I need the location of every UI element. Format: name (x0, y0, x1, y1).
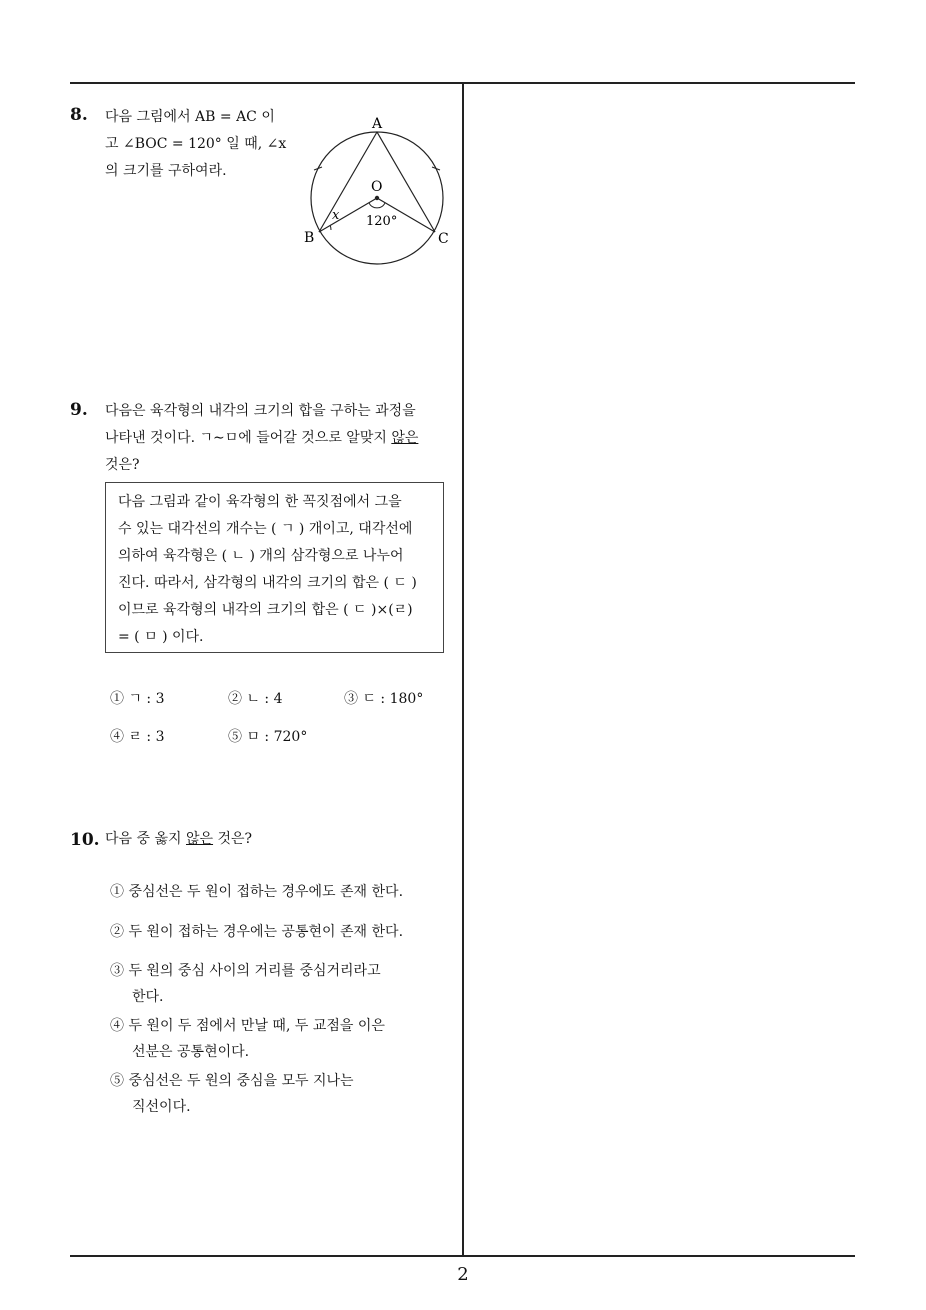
q10-option-2: ② 두 원이 접하는 경우에는 공통현이 존재 한다. (110, 924, 404, 940)
box-line-5: 이므로 육각형의 내각의 크기의 합은 ( ㄷ )×(ㄹ) (118, 602, 413, 618)
q9-line-3: 것은? (105, 457, 140, 473)
label-b: B (304, 230, 315, 246)
q10-stem-line (105, 826, 252, 853)
q8-line-3: 의 크기를 구하여라. (105, 163, 227, 179)
q10-stem-before: 다음 중 옳지 (105, 831, 182, 847)
column-divider (462, 82, 464, 1256)
q10-underlined-word: 않은 (185, 831, 214, 847)
q9-line-2-text: 나타낸 것이다. ㄱ∼ㅁ에 들어갈 것으로 알맞지 (105, 430, 387, 446)
q9-underlined-word: 않은 (391, 430, 419, 446)
q9-explanation-box (105, 482, 444, 653)
q10-option-3: ③ 두 원의 중심 사이의 거리를 중심거리라고 (110, 963, 381, 979)
q10-option-5-cont: 직선이다. (132, 1099, 191, 1115)
label-o: O (371, 179, 383, 195)
box-line-6: = ( ㅁ ) 이다. (118, 629, 204, 645)
angle-x-arc (330, 225, 331, 230)
q8-number: 8. (70, 105, 88, 125)
q9-line-1: 다음은 육각형의 내각의 크기의 합을 구하는 과정을 (105, 403, 416, 419)
q9-number: 9. (70, 400, 88, 420)
label-120-degrees: 120° (366, 214, 398, 229)
box-line-1: 다음 그림과 같이 육각형의 한 꼭짓점에서 그을 (118, 494, 402, 510)
q10-stem (105, 826, 252, 853)
q10-option-1: ① 중심선은 두 원이 접하는 경우에도 존재 한다. (110, 884, 404, 900)
q8-text (105, 104, 286, 185)
label-x: x (332, 208, 340, 223)
q9-line-2 (105, 425, 418, 452)
label-a: A (372, 116, 383, 132)
q10-option-4-cont: 선분은 공통현이다. (132, 1044, 250, 1060)
box-line-4: 진다. 따라서, 삼각형의 내각의 크기의 합은 ( ㄷ ) (118, 575, 417, 591)
q9-choice-5: ⑤ ㅁ : 720° (228, 729, 308, 745)
q9-choice-4: ④ ㄹ : 3 (110, 729, 165, 745)
angle-boc-arc (369, 203, 385, 208)
q10-option-3-cont: 한다. (132, 989, 164, 1005)
box-line-2: 수 있는 대각선의 개수는 ( ㄱ ) 개이고, 대각선에 (118, 521, 413, 537)
bottom-rule (70, 1255, 855, 1257)
q10-stem-after: 것은? (217, 831, 253, 847)
q10-number: 10. (70, 830, 100, 850)
q8-line-1: 다음 그림에서 AB = AC 이 (105, 109, 275, 125)
q10-option-4: ④ 두 원이 두 점에서 만날 때, 두 교점을 이은 (110, 1018, 385, 1034)
q9-choice-1: ① ㄱ : 3 (110, 691, 165, 707)
q9-choice-3: ③ ㄷ : 180° (344, 691, 424, 707)
label-c: C (438, 231, 449, 247)
box-line-3: 의하여 육각형은 ( ㄴ ) 개의 삼각형으로 나누어 (118, 548, 404, 564)
center-point (375, 196, 379, 200)
q9-text (105, 398, 418, 479)
q8-circle-figure (300, 110, 460, 270)
q10-option-5: ⑤ 중심선은 두 원의 중심을 모두 지나는 (110, 1073, 354, 1089)
q8-line-2: 고 ∠BOC = 120° 일 때, ∠x (105, 136, 287, 152)
q9-choice-2: ② ㄴ : 4 (228, 691, 283, 707)
page-number: 2 (457, 1264, 469, 1285)
